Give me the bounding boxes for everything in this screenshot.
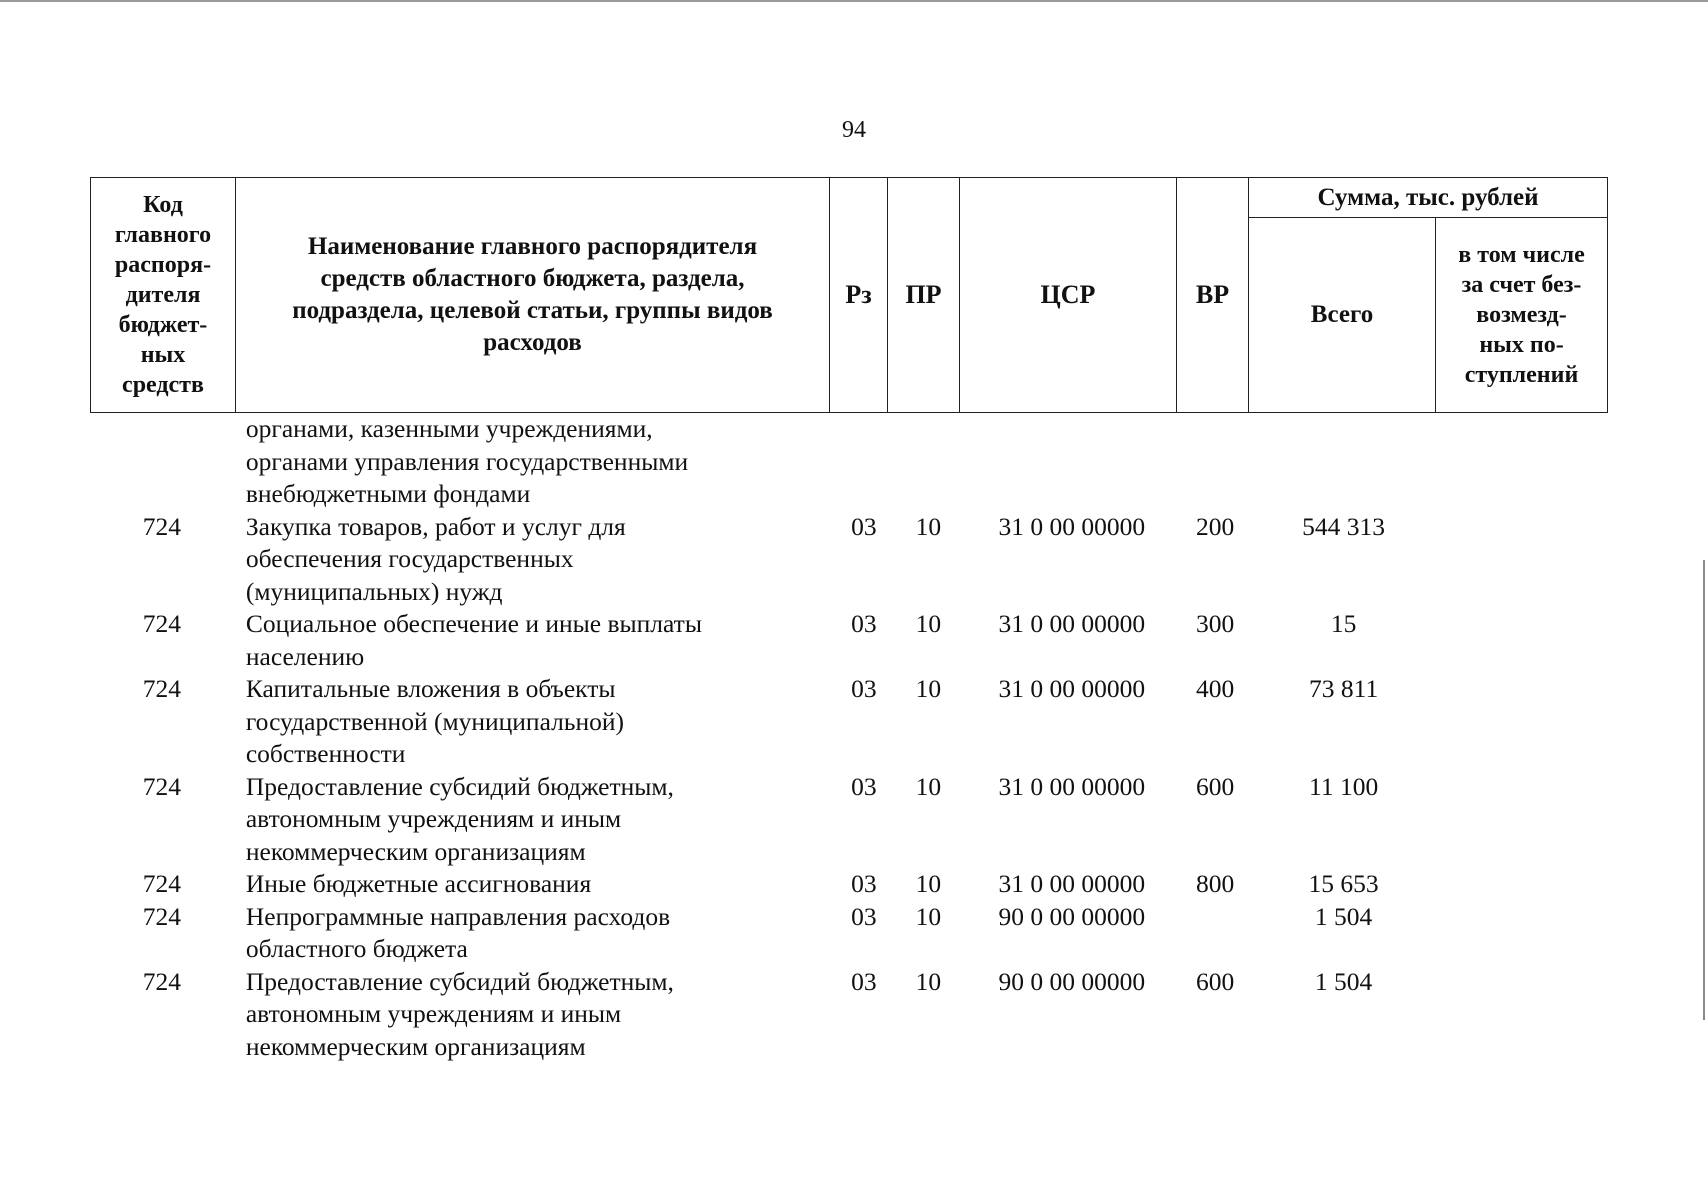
header-code [91, 178, 236, 413]
header-csr: ЦСР [960, 178, 1177, 413]
table-row [90, 771, 1607, 869]
row-name-line: автономным учреждениям и иным [245, 804, 622, 833]
header-name-line: подраздела, целевой статьи, группы видов [292, 297, 773, 324]
header-name-line: Наименование главного распорядителя [307, 233, 758, 260]
table-header [90, 177, 1608, 413]
row-code: 724 [142, 901, 182, 931]
row-csr: 31 0 00 00000 [998, 674, 1146, 703]
row-name-line: Капитальные вложения в объекты [245, 674, 616, 703]
row-rz: 03 [851, 901, 877, 931]
header-total: Всего [1249, 218, 1436, 413]
row-name-line: некоммерческим организациям [245, 836, 586, 866]
row-rz: 03 [851, 869, 877, 898]
header-including-line: в том числе [1458, 242, 1585, 268]
header-code-line: Код [143, 192, 183, 218]
header-code-line: дителя [125, 282, 201, 308]
header-including-line: ных по- [1479, 332, 1564, 358]
header-code-line: бюджет- [118, 312, 208, 338]
row-total: 1 504 [1314, 966, 1373, 996]
row-name [234, 771, 835, 869]
row-name-line: органами управления государственными [245, 446, 689, 476]
row-name-line: Непрограммные направления расходов [245, 901, 671, 931]
row-name-line: населению [245, 641, 365, 671]
row-name [234, 868, 835, 901]
row-pr: 10 [915, 966, 942, 996]
row-csr: 31 0 00 00000 [998, 511, 1146, 541]
table-row [90, 413, 1607, 511]
row-code: 724 [142, 771, 182, 801]
table-row [90, 673, 1607, 771]
row-vr: 400 [1196, 674, 1235, 703]
header-sum: Сумма, тыс. рублей [1249, 178, 1608, 218]
row-name-line: органами, казенными учреждениями, [245, 414, 653, 443]
row-name-line: собственности [245, 739, 406, 768]
header-including-line: возмезд- [1476, 302, 1567, 328]
row-name-line: Закупка товаров, работ и услуг для [245, 511, 626, 541]
page-number: 94 [842, 117, 866, 143]
row-rz: 03 [851, 771, 877, 801]
row-vr: 600 [1196, 966, 1235, 996]
row-code: 724 [142, 966, 182, 996]
row-pr: 10 [915, 771, 942, 801]
row-vr: 800 [1196, 869, 1235, 898]
header-including-line: за счет без- [1461, 272, 1582, 298]
row-vr: 600 [1196, 771, 1235, 801]
row-pr: 10 [915, 869, 942, 898]
row-name-line: Предоставление субсидий бюджетным, [245, 966, 674, 996]
row-rz: 03 [851, 674, 877, 703]
row-rz: 03 [851, 966, 877, 996]
row-name-line: Иные бюджетные ассигнования [245, 869, 592, 898]
row-name [234, 966, 835, 1064]
table-row [90, 966, 1607, 1064]
header-name-line: средств областного бюджета, раздела, [320, 265, 745, 292]
header-name-line: расходов [483, 329, 582, 356]
row-vr: 200 [1196, 511, 1235, 541]
row-name-line: обеспечения государственных [245, 544, 574, 573]
row-total: 1 504 [1314, 901, 1373, 931]
row-code: 724 [142, 869, 182, 898]
table-row [90, 901, 1607, 966]
row-csr: 31 0 00 00000 [998, 771, 1146, 801]
row-total: 544 313 [1302, 511, 1386, 541]
row-total: 11 100 [1309, 771, 1379, 801]
row-name-line: внебюджетными фондами [245, 479, 531, 508]
row-name-line: Социальное обеспечение и иные выплаты [245, 609, 702, 638]
row-rz: 03 [851, 609, 877, 638]
table-row [90, 868, 1607, 901]
row-vr: 300 [1196, 609, 1235, 638]
row-rz: 03 [851, 511, 877, 541]
row-total: 73 811 [1309, 674, 1379, 703]
table-body [90, 413, 1607, 1063]
row-pr: 10 [915, 901, 942, 931]
row-pr: 10 [915, 511, 942, 541]
header-vr: ВР [1177, 178, 1249, 413]
row-name-line: некоммерческим организациям [245, 1031, 586, 1061]
row-code: 724 [142, 674, 182, 703]
row-name [234, 413, 835, 511]
table-row [90, 511, 1607, 609]
row-csr: 90 0 00 00000 [998, 966, 1146, 996]
header-code-line: главного [114, 222, 212, 248]
row-name [234, 901, 835, 966]
row-pr: 10 [915, 674, 942, 703]
row-csr: 90 0 00 00000 [998, 901, 1146, 931]
row-name-line: Предоставление субсидий бюджетным, [245, 771, 674, 801]
header-pr: ПР [888, 178, 960, 413]
row-name-line: государственной (муниципальной) [245, 706, 625, 736]
header-code-line: ных [140, 342, 186, 368]
row-pr: 10 [915, 609, 942, 638]
row-csr: 31 0 00 00000 [998, 869, 1146, 898]
table-row [90, 608, 1607, 673]
row-name-line: (муниципальных) нужд [245, 576, 503, 606]
header-rz: Рз [830, 178, 888, 413]
header-code-line: средств [122, 372, 204, 398]
row-name [234, 511, 835, 609]
row-code: 724 [142, 609, 182, 638]
row-total: 15 [1330, 609, 1357, 638]
header-including-line: ступлений [1464, 362, 1579, 388]
header-name [236, 178, 830, 413]
row-name-line: автономным учреждениям и иным [245, 999, 622, 1028]
row-code: 724 [142, 511, 182, 541]
row-name [234, 608, 835, 673]
header-including [1436, 218, 1608, 413]
row-name-line: областного бюджета [245, 934, 468, 963]
row-csr: 31 0 00 00000 [998, 609, 1146, 638]
header-code-line: распоря- [114, 252, 212, 278]
scan-right-edge [1703, 560, 1705, 1020]
scan-top-edge [0, 0, 1708, 2]
row-total: 15 653 [1308, 869, 1379, 898]
row-name [234, 673, 835, 771]
